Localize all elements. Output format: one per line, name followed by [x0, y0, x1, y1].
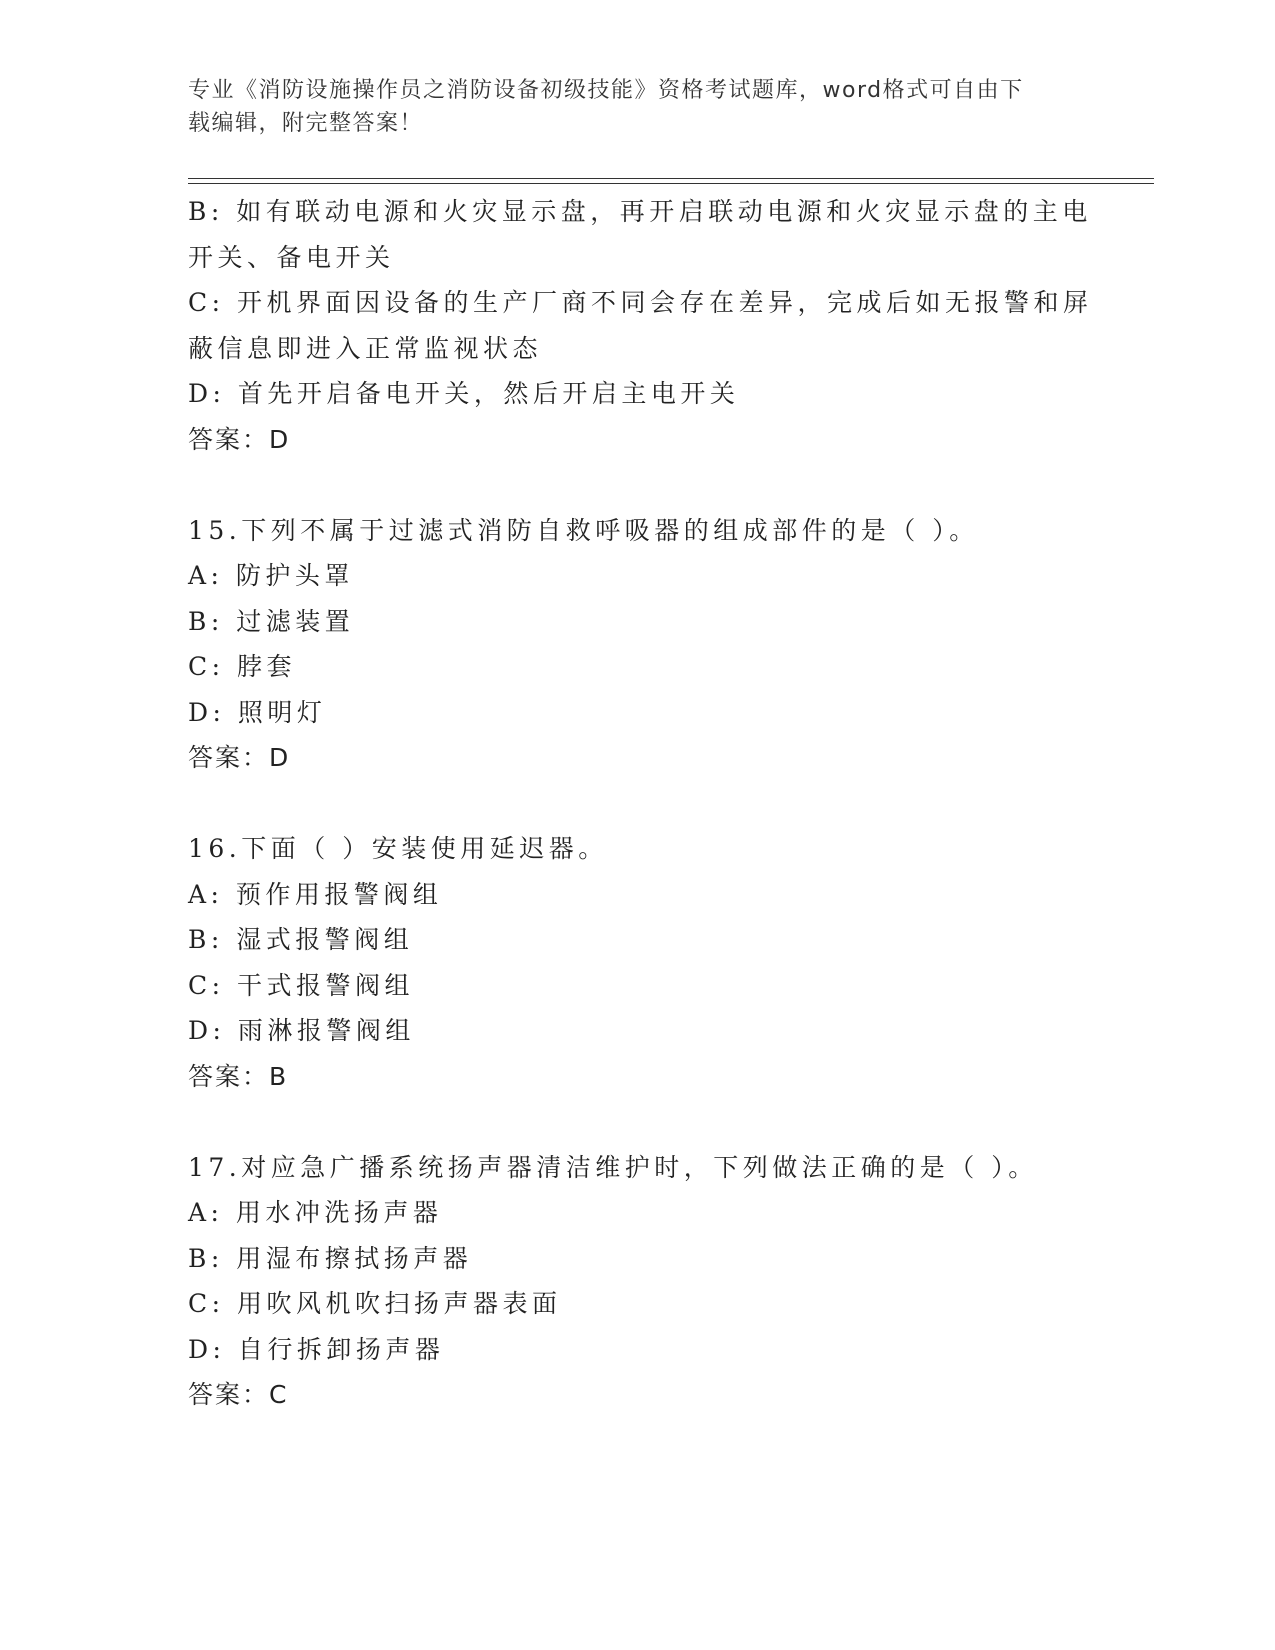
- option-b: B: 湿式报警阀组: [188, 925, 414, 954]
- option-d: D: 照明灯: [188, 697, 327, 727]
- spacer: [188, 781, 1088, 827]
- question-stem: 16.下面（ ）安装使用延迟器。: [188, 834, 608, 863]
- spacer: [188, 1099, 1088, 1145]
- question-stem: 17.对应急广播系统扬声器清洁维护时，下列做法正确的是（ ）。: [188, 1152, 1038, 1182]
- option-c-line-1: C: 开机界面因设备的生产厂商不同会存在差异，完成后如无报警和屏: [188, 288, 1093, 317]
- option-a: A: 防护头罩: [188, 561, 354, 590]
- option-c-line-2: 蔽信息即进入正常监视状态: [188, 333, 543, 363]
- spacer: [188, 462, 1088, 508]
- option-c: C: 用吹风机吹扫扬声器表面: [188, 1289, 562, 1318]
- option-b-line-2: 开关、备电开关: [188, 242, 395, 272]
- option-d: D: 首先开启备电开关，然后开启主电开关: [188, 379, 740, 408]
- question-15: [188, 508, 1088, 781]
- answer: 答案：B: [188, 1061, 289, 1091]
- question-17: [188, 1145, 1088, 1418]
- question-16: [188, 826, 1088, 1099]
- option-c: C: 干式报警阀组: [188, 970, 414, 1000]
- document-header: [188, 74, 1068, 140]
- option-b: B: 用湿布擦拭扬声器: [188, 1243, 473, 1273]
- option-b: B: 过滤装置: [188, 606, 355, 636]
- option-b-line-1: B: 如有联动电源和火灾显示盘，再开启联动电源和火灾显示盘的主电: [188, 197, 1092, 226]
- header-rule-bottom: [188, 183, 1154, 184]
- header-line-1: 专业《消防设施操作员之消防设备初级技能》资格考试题库，word格式可自由下: [188, 78, 1024, 103]
- answer: 答案：D: [188, 743, 291, 772]
- header-rule-top: [188, 178, 1154, 179]
- header-line-2: 载编辑，附完整答案！: [188, 111, 424, 136]
- question-stem: 15.下列不属于过滤式消防自救呼吸器的组成部件的是（ ）。: [188, 515, 979, 545]
- answer: 答案：C: [188, 1380, 289, 1409]
- answer: 答案：D: [188, 424, 291, 454]
- option-d: D: 雨淋报警阀组: [188, 1016, 415, 1045]
- question-14-partial: [188, 189, 1093, 462]
- option-a: A: 用水冲洗扬声器: [188, 1198, 443, 1227]
- option-d: D: 自行拆卸扬声器: [188, 1334, 445, 1364]
- option-c: C: 脖套: [188, 652, 296, 681]
- option-a: A: 预作用报警阀组: [188, 879, 443, 909]
- document-body: [188, 189, 1093, 1418]
